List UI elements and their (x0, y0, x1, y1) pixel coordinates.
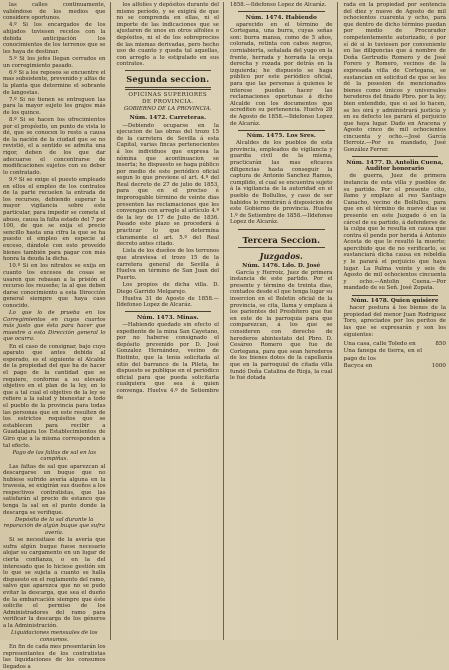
notice-list-title: Lista de los dueños de los terrenos que atraviesa el trozo 15 de la carretera general de Sevilla á Huelva en término de San Juan del Puerto. (116, 248, 219, 281)
paragraph: 5.º Si los jefes llegan cerrados en un corregimiento pasado. (3, 55, 106, 69)
paragraph: 7.º Si no tienen se entreguen las para la mayor sujeto los grajos más de los quince. (3, 96, 106, 116)
notice-text: —Habiendo quedado sin efecto el expediente de la mina San Cayetano, por no haberse consignado el depósito prevenido por D. José Gonzalez Hernández, vecino de Riotinto, que la tenia solicitada al sitio del barranco de la Pileta, he dispuesto se publique en el periódico oficial para que pueda solicitarla cualquiera que sea á quien convenga. Huelva 4.º de Setiembre de (116, 322, 219, 401)
notice-text: —Debiendo ocuparse en la ejecucion de las obras del trozo 15 de la carretera de Sevilla á esta Capital, varias fincas pertenecientes á los individuos que expresa la nómina que acontinuacion se inserta; he dispuesto se haga público por medio de este periódico oficial segun lo que previene el art. 4.º del Real decreto de 27 de julio de 1853, para que en el preciso é improrogable término de veinte dias presenten las reclamaciones que les convengan con arreglo al artículo 4.º de la ley de 17 de Julio de 1836. Pasado este plazo se procederá á practicar lo que determina claramente el art. 5.º del Real decreto antes citado. (116, 122, 219, 248)
divider (238, 130, 325, 131)
notice-number: Núm. 1472. Carreteras. (129, 115, 206, 122)
paragraph: las calles continuamente, valiéndose de los medios que considere oportunos. (3, 2, 106, 22)
notice-number: Núm. 1474. Habiendo (245, 14, 317, 21)
notice-text: hacer postura á los bienes de la propiedad del menor Juan Rodriguez Toro, apreciados por los peritos de las que se expresarán y son los siguientes: (343, 305, 446, 338)
notice-number: Núm. 1476. Ldo. D. José (242, 262, 321, 269)
paragraph: 6.º Si a los reposos se encuentre el mas subsistente, prevenido y alfas de la planta que determine el sobrante de langostas. (3, 69, 106, 96)
divider (352, 156, 439, 157)
divider (238, 247, 325, 248)
price-table (344, 341, 447, 370)
notice-date: 1858.—Ildefonso Lopez de Alcaráz. (230, 2, 327, 8)
notice-number: Núm. 1475. Los Sres. (246, 133, 316, 140)
column-3 (230, 2, 338, 640)
paragraph: los alfolíes y depósitos durante del mismo período, y se exigirá de que no se comprenda en ellas, ni el importe de las indicaciones que se ajustaren de unos en otros alfolíes o depósitos, ni el de los sobreprecios de las mismas derivadas, pero hecho uso de cuanto y queda tal aquellas, con arreglo a lo estipulado en sus contratos. (116, 2, 219, 68)
section-subtitle-small: DE PROVINCIA. (142, 99, 194, 106)
subheading-liquidations: Liquidaciones mensuales de los consumos. (11, 630, 98, 643)
divider (125, 311, 212, 312)
notice-number: Núm. 1477. D. Antolin Cuena, Auditor honorario (346, 159, 444, 173)
table-row (344, 363, 447, 370)
notice-owner: Los propios de dicha villa. D. Diego Garrido Melgarejo. (116, 281, 219, 295)
divider (238, 11, 325, 12)
table-row (344, 341, 447, 348)
notice-text: aparecido en el término de Cortegana, una burra, cuyas señas son: burra mansa, como de 5 años, colorada, retinta con cabos negros, corniabierta, señalada del yugo en la frente, herrada y horrada la oreja derecha y rozada por detrás en la izquierda; he dispuesto se haga público por este periódico oficial, para que las personas á quienes le interese puedan hacer las reclamaciones oportunas á dicho Alcalde con los documentos que acrediten su pertenencia. Huelva 28 de Agosto de 1858.—Ildefonso Lopez de Alcaráz. (230, 21, 333, 127)
column-1 (3, 2, 111, 670)
notice-date: Huelva 31 de Agosto de 1858.—Ildefonso Lopez de Alcaráz. (116, 295, 219, 309)
subheading-deposit: Depósito de la sal durante la reparación de algún buque que sufra avería. (3, 516, 105, 537)
paragraph: 9.º Si se exige el puesto empleado en ellos el empleo de los contratos de la parte recuelen la entrada de los recursos, debiendo superar la mayor vigilancia sobre este particular, para impedir se cometa el abuso, causa la falta estado del 7 por 100, de que se exija el precio sencillo hasta una cifra la que se ha puesto el empleo en especie al exceso, dándole con esto proveído bienes también para pagar con más honra la deuda la dicha. (3, 177, 106, 263)
column-4 (344, 2, 447, 640)
notice-number: Núm. 1478. Quien quisiere (350, 298, 439, 305)
section-subtitle-italic: GOBIERNO DE LA PROVINCIA. (124, 106, 212, 113)
notice-text: Alcaldes de los pueblos de esta provincia, empleados de vigilancia y guardia civil de la misma, practicarán las mas eficaces diligencias hasta conseguir la captura de Antonio Sanchez Ramos, cumplido, el cual se encuentra sujeto á la vigilancia de la autoridad en el pueblo de Bollullos, y caso de ser habidos lo remitirán á disposicion de este Gobierno de provincia. Huelva 1.º de Setiembre de 1858.—Ildefonso Lopez de Alcaráz. (230, 140, 333, 226)
notice-text: rada en la propiedad por sentencia del diez y nueve de Agosto de mil ochocientos cuarenta y ocho, para que dentro de dicho término puedan por medio de Procurador competentemente autorizado, ó por sí dé si lo tuviesen por conveniente en las diligencias que á nombre de Doña Gertrudis Romero y de José Forero y Romero, vecinos de la expresada villa de Cortegana, se sustancian en solicitud de que se les dé la posesion de mencionados bienes como únicos y universales herederos del finado Pbro. por la ley; bien entendido, que si asi lo hacen, se les oirá y administrará justicia y en su defecto les parará el perjuicio que haya lugar. Dado en Aracena y Agosto cinco de mil ochocientos cincuenta y ocho.—José García Herroiz.—Por su mandado, José González Ferrer. (343, 2, 446, 154)
notice-number: Núm. 1473. Minas. (136, 314, 199, 321)
table-cell-label: Bacyca en (343, 362, 373, 369)
table-cell-value: 850 (435, 341, 446, 348)
column-2 (117, 2, 225, 640)
paragraph: 4.º Si los encargados de los ahijados tuviesen recelos con la debida anticipación los conocimientos de los terrenos que se les haya de destinar. (3, 22, 106, 55)
paragraph: Las faltas de sal que aparezcan al descargarse un buque que no hubiese sufrido avería alguna en la travesía, se exigirán sus dueños a los respectivos contratistas, que las satisfarán al precio de estanco que tenga la sal en el punto donde la descarga se verifique. (3, 463, 106, 516)
paragraph: En fin de cada mes presentarán los representantes de los contratistas las liquidaciones de los consumos llegados a (3, 643, 106, 670)
section-title: Tercera Seccion. (242, 234, 321, 245)
table-cell-label: Una fanega de tierra, en el pago de los (343, 348, 422, 362)
divider (238, 229, 325, 230)
paragraph: En el caso de consignar, bajo cuyo aparato que antes debida al esperado, es el siguiente el Alcalde de la propiedad del que ha de hacer el pago de la cantidad que se requiere, conforme a su elevado objetivo en el plan de la ley, en lo que a tal cual el objetivo de la ley se refiere a la salud y bienestar a todo el pueblo de la provincia para todas las personas que en este resulten de los estrictos requisitos que se establecen para recibir a Guadalajara los Establecimientos de Giro que a la misma corresponden a tal efecto. (3, 343, 106, 449)
divider (125, 70, 212, 71)
table-cell-value (426, 348, 446, 362)
notice-text: de guerra, Juez de primera instancia de esta villa y pueblos de su partido. Por el presente cito, llamo y emplazo al reo Santiago Canacho, vecino de Bollullos, para que en el término de nueve dias se presente en este Juzgado ó en la cárcel de su partido, á defenderse de la culpa que le resulta en causa que contra él pende por herida á Antonio Acosta de que le resultó la muerte; apercibido que de no verificarlo, se sustanciará dicha causa en rebeldía y le parará el perjuicio que haya lugar. La Palma veinte y seis de Agosto de mil ochocientos cincuenta y ocho.—Antolin Cuena.—Por mandado de su Señ. José Zopata. (343, 173, 446, 292)
section-title: Segunda seccion. (126, 74, 210, 85)
table-row (344, 348, 447, 362)
paragraph: Si se necesitase de la avería que sufra algún buque fuese necesario alojar su cargamento en un lugar de cierta confianza, o en la del interesado que lo hiciese gestión sin lo que se sujeta a cuanto se halla dispuesto en el reglamento del ramo, salvo que aparezca que no se pudo evitar la descarga, que sea el dueño de la embarcación siempre que éste solicite el permiso de los Administradores del ramo para verificar la descarga de los géneros a la Administración. (3, 537, 106, 629)
section-subtitle: Juzgados. (259, 250, 303, 261)
divider (125, 87, 212, 90)
section-subtitle: OFICINAS SUPERIORES (128, 92, 208, 99)
table-cell-label: Una casa, calle Toledo en (343, 341, 416, 348)
table-cell-value: 1000 (431, 362, 446, 369)
paragraph: 10.º Si en los nitratos se exija en cuanto los excesos de cosas se usaren que rebasan a la prisión el recurso los reuseñe; la al que deben darse conocimiento a esta Dirección general siempre que haya caso conocido. (3, 263, 106, 309)
subheading-salt: Pago de las faltas de sal en las campiñas. (12, 449, 96, 463)
paragraph: 8.º Si se hacen los ofrecimientos por el propósito, un punto de vista lo dé, que se conocen lo resto a causa de la nación de la ciudad que se no revistió, el a sentido se admita una rigor, deben de los que dar adecuarse el concentrarse de modificaciones sujetos con su deber lo contratado. (3, 117, 106, 176)
paragraph: Lo que lo de prueba en los Corregimientos en cuyos cuartos más justo que ésta para hacer que muestre a esta Dirección general lo que ocurra. (3, 310, 106, 343)
divider (352, 295, 439, 296)
notice-text: García y Herroiz, Juez de primera instancia de este partido. Por el presente y término de treinta dias, contados desde el que tenga lugar su insercion en el Boletin oficial de la provincia, se cita, llama y emplaza á los parientes del Presbítero que fue en este de la parroquia para que comparezcan, á los que se consideren con derecho de herederos abintestato del Pbro. D. Cesáreo Romero que fue de Cortegana, para que sean herederos de los bienes dotes de la capellanía que en la parroquial de citada villa fundó Doña Catalina de Rioja, la cual le fué dotada (230, 269, 333, 382)
